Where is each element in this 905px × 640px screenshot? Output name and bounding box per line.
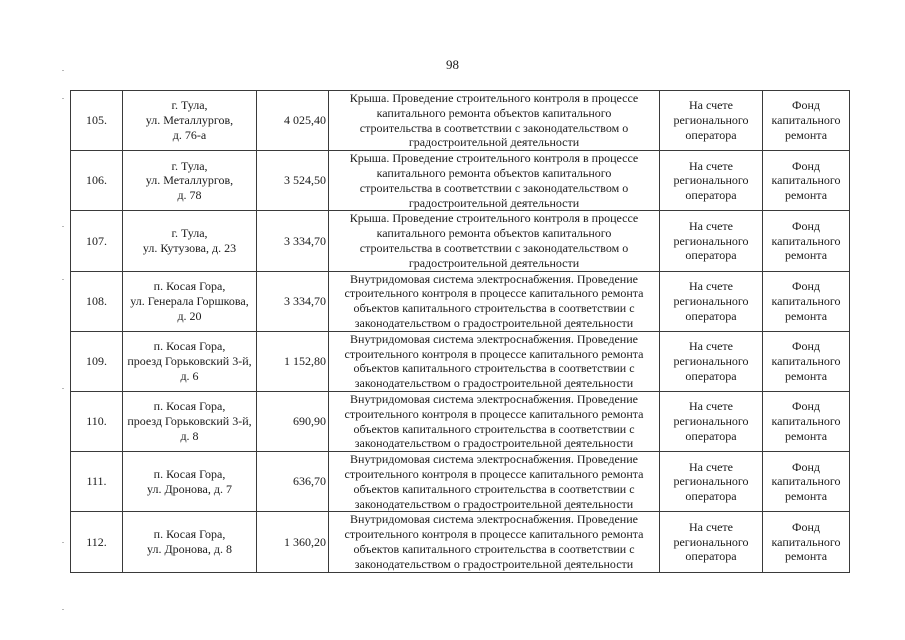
work-description-line: строительства в соответствии с законодательством о — [359, 120, 629, 135]
funding-source-line: Фонд — [791, 218, 820, 233]
address-line: п. Косая Гора, — [153, 339, 226, 354]
area-cell: 1 152,80 — [257, 331, 329, 391]
funding-source-cell — [763, 331, 850, 391]
funding-source-line: ремонта — [784, 127, 828, 142]
work-description-line: строительства в соответствии с законодательством о — [359, 240, 629, 255]
address-line: ул. Генерала Горшкова, — [130, 293, 249, 308]
table-row — [71, 391, 850, 451]
account-line: На счете — [688, 399, 733, 414]
works-table — [70, 90, 850, 573]
area-cell: 3 334,70 — [257, 211, 329, 271]
address-cell — [123, 452, 257, 512]
work-description-cell — [329, 211, 660, 271]
work-description-line: Внутридомовая система электроснабжения. Проведение — [350, 512, 638, 527]
account-line: оператора — [685, 428, 737, 443]
table-row — [71, 331, 850, 391]
address-line: п. Косая Гора, — [153, 466, 226, 481]
funding-source-line: капитального — [771, 353, 841, 368]
table-row — [71, 271, 850, 331]
funding-source-cell — [763, 91, 850, 151]
account-cell — [660, 512, 763, 572]
funding-source-cell — [763, 271, 850, 331]
work-description-cell — [329, 331, 660, 391]
funding-source-line: капитального — [771, 534, 841, 549]
area-cell: 690,90 — [257, 391, 329, 451]
funding-source-line: Фонд — [791, 399, 820, 414]
address-line: ул. Дронова, д. 8 — [146, 541, 232, 556]
account-line: оператора — [685, 127, 737, 142]
work-description-line: законодательством о градостроительной деятельности — [354, 496, 634, 511]
work-description-line: Внутридомовая система электроснабжения. Проведение — [350, 271, 638, 286]
address-line: ул. Металлургов, — [145, 113, 234, 128]
funding-source-line: капитального — [771, 113, 841, 128]
work-description-line: Крыша. Проведение строительного контроля в процессе — [349, 211, 639, 226]
address-line: проезд Горьковский 3-й, — [127, 414, 252, 429]
work-description-line: строительного контроля в процессе капитального ремонта — [344, 466, 644, 481]
account-line: регионального — [673, 113, 749, 128]
work-description-line: Крыша. Проведение строительного контроля в процессе — [349, 91, 639, 105]
work-description-line: объектов капитального строительства в соответствии с — [353, 421, 635, 436]
scan-mark — [62, 388, 64, 389]
address-line: проезд Горьковский 3-й, — [127, 353, 252, 368]
address-line: д. 20 — [177, 308, 202, 323]
account-line: регионального — [673, 293, 749, 308]
funding-source-cell — [763, 211, 850, 271]
work-description-line: капитального ремонта объектов капитального — [376, 226, 612, 241]
work-description-line: Внутридомовая система электроснабжения. Проведение — [350, 391, 638, 406]
scan-mark — [62, 609, 64, 610]
area-cell: 4 025,40 — [257, 91, 329, 151]
funding-source-cell — [763, 512, 850, 572]
table-row — [71, 211, 850, 271]
account-line: На счете — [688, 278, 733, 293]
address-line: п. Косая Гора, — [153, 399, 226, 414]
work-description-line: объектов капитального строительства в соответствии с — [353, 361, 635, 376]
work-description-line: градостроительной деятельности — [408, 195, 580, 210]
funding-source-line: капитального — [771, 474, 841, 489]
funding-source-line: ремонта — [784, 308, 828, 323]
work-description-line: градостроительной деятельности — [408, 135, 580, 150]
address-line: д. 78 — [177, 188, 202, 203]
scan-mark — [62, 542, 64, 543]
table-row — [71, 91, 850, 151]
funding-source-line: ремонта — [784, 489, 828, 504]
account-cell — [660, 211, 763, 271]
funding-source-line: ремонта — [784, 188, 828, 203]
work-description-line: строительства в соответствии с законодательством о — [359, 180, 629, 195]
scan-mark — [62, 70, 64, 71]
row-number-cell: 107. — [71, 211, 123, 271]
address-cell — [123, 211, 257, 271]
account-line: регионального — [673, 233, 749, 248]
work-description-line: объектов капитального строительства в соответствии с — [353, 301, 635, 316]
account-line: оператора — [685, 368, 737, 383]
work-description-line: законодательством о градостроительной деятельности — [354, 556, 634, 571]
funding-source-line: Фонд — [791, 278, 820, 293]
work-description-cell — [329, 452, 660, 512]
table-row — [71, 512, 850, 572]
address-cell — [123, 391, 257, 451]
account-line: регионального — [673, 534, 749, 549]
funding-source-line: капитального — [771, 293, 841, 308]
scan-mark — [62, 98, 64, 99]
address-line: ул. Металлургов, — [145, 173, 234, 188]
funding-source-cell — [763, 452, 850, 512]
area-cell: 1 360,20 — [257, 512, 329, 572]
work-description-cell — [329, 151, 660, 211]
funding-source-line: капитального — [771, 173, 841, 188]
row-number-cell: 111. — [71, 452, 123, 512]
funding-source-line: капитального — [771, 414, 841, 429]
row-number-cell: 110. — [71, 391, 123, 451]
work-description-line: объектов капитального строительства в соответствии с — [353, 541, 635, 556]
address-line: г. Тула, — [171, 226, 208, 241]
work-description-line: градостроительной деятельности — [408, 255, 580, 270]
work-description-line: законодательством о градостроительной деятельности — [354, 436, 634, 451]
area-cell: 636,70 — [257, 452, 329, 512]
funding-source-line: капитального — [771, 233, 841, 248]
account-line: На счете — [688, 98, 733, 113]
address-line: г. Тула, — [171, 98, 208, 113]
row-number-cell: 108. — [71, 271, 123, 331]
work-description-line: законодательством о градостроительной деятельности — [354, 376, 634, 391]
funding-source-cell — [763, 391, 850, 451]
account-line: На счете — [688, 339, 733, 354]
address-cell — [123, 331, 257, 391]
row-number-cell: 109. — [71, 331, 123, 391]
scan-mark — [62, 279, 64, 280]
address-cell — [123, 91, 257, 151]
account-line: оператора — [685, 248, 737, 263]
address-line: п. Косая Гора, — [153, 527, 226, 542]
work-description-cell — [329, 391, 660, 451]
row-number-cell: 106. — [71, 151, 123, 211]
work-description-line: строительного контроля в процессе капитального ремонта — [344, 286, 644, 301]
account-line: На счете — [688, 459, 733, 474]
account-line: регионального — [673, 474, 749, 489]
account-cell — [660, 391, 763, 451]
work-description-line: законодательством о градостроительной деятельности — [354, 315, 634, 330]
scan-mark — [62, 226, 64, 227]
work-description-line: Внутридомовая система электроснабжения. Проведение — [350, 331, 638, 346]
address-line: п. Косая Гора, — [153, 278, 226, 293]
funding-source-cell — [763, 151, 850, 211]
account-line: регионального — [673, 414, 749, 429]
address-cell — [123, 271, 257, 331]
works-table-body — [71, 91, 850, 573]
work-description-cell — [329, 91, 660, 151]
address-line: д. 76-а — [172, 127, 207, 142]
funding-source-line: Фонд — [791, 459, 820, 474]
address-line: г. Тула, — [171, 158, 208, 173]
account-line: На счете — [688, 218, 733, 233]
area-cell: 3 334,70 — [257, 271, 329, 331]
account-cell — [660, 331, 763, 391]
funding-source-line: ремонта — [784, 428, 828, 443]
account-line: оператора — [685, 308, 737, 323]
account-line: регионального — [673, 173, 749, 188]
funding-source-line: Фонд — [791, 98, 820, 113]
address-cell — [123, 151, 257, 211]
page-number: 98 — [446, 57, 459, 72]
funding-source-line: Фонд — [791, 339, 820, 354]
work-description-line: строительного контроля в процессе капитального ремонта — [344, 527, 644, 542]
account-cell — [660, 91, 763, 151]
account-line: оператора — [685, 188, 737, 203]
account-cell — [660, 271, 763, 331]
work-description-line: объектов капитального строительства в соответствии с — [353, 481, 635, 496]
area-cell: 3 524,50 — [257, 151, 329, 211]
work-description-cell — [329, 512, 660, 572]
row-number-cell: 105. — [71, 91, 123, 151]
work-description-cell — [329, 271, 660, 331]
address-line: д. 6 — [180, 368, 199, 383]
address-line: ул. Дронова, д. 7 — [146, 481, 232, 496]
account-line: На счете — [688, 158, 733, 173]
account-cell — [660, 452, 763, 512]
work-description-line: Крыша. Проведение строительного контроля в процессе — [349, 151, 639, 166]
account-line: регионального — [673, 353, 749, 368]
address-line: ул. Кутузова, д. 23 — [142, 240, 237, 255]
funding-source-line: Фонд — [791, 158, 820, 173]
table-row — [71, 452, 850, 512]
account-cell — [660, 151, 763, 211]
row-number-cell: 112. — [71, 512, 123, 572]
address-line: д. 8 — [180, 428, 199, 443]
work-description-line: капитального ремонта объектов капитального — [376, 165, 612, 180]
table-row — [71, 151, 850, 211]
work-description-line: капитального ремонта объектов капитального — [376, 105, 612, 120]
account-line: оператора — [685, 489, 737, 504]
work-description-line: строительного контроля в процессе капитального ремонта — [344, 346, 644, 361]
funding-source-line: ремонта — [784, 549, 828, 564]
account-line: На счете — [688, 519, 733, 534]
work-description-line: строительного контроля в процессе капитального ремонта — [344, 406, 644, 421]
funding-source-line: ремонта — [784, 248, 828, 263]
funding-source-line: Фонд — [791, 519, 820, 534]
account-line: оператора — [685, 549, 737, 564]
funding-source-line: ремонта — [784, 368, 828, 383]
address-cell — [123, 512, 257, 572]
work-description-line: Внутридомовая система электроснабжения. Проведение — [350, 452, 638, 467]
